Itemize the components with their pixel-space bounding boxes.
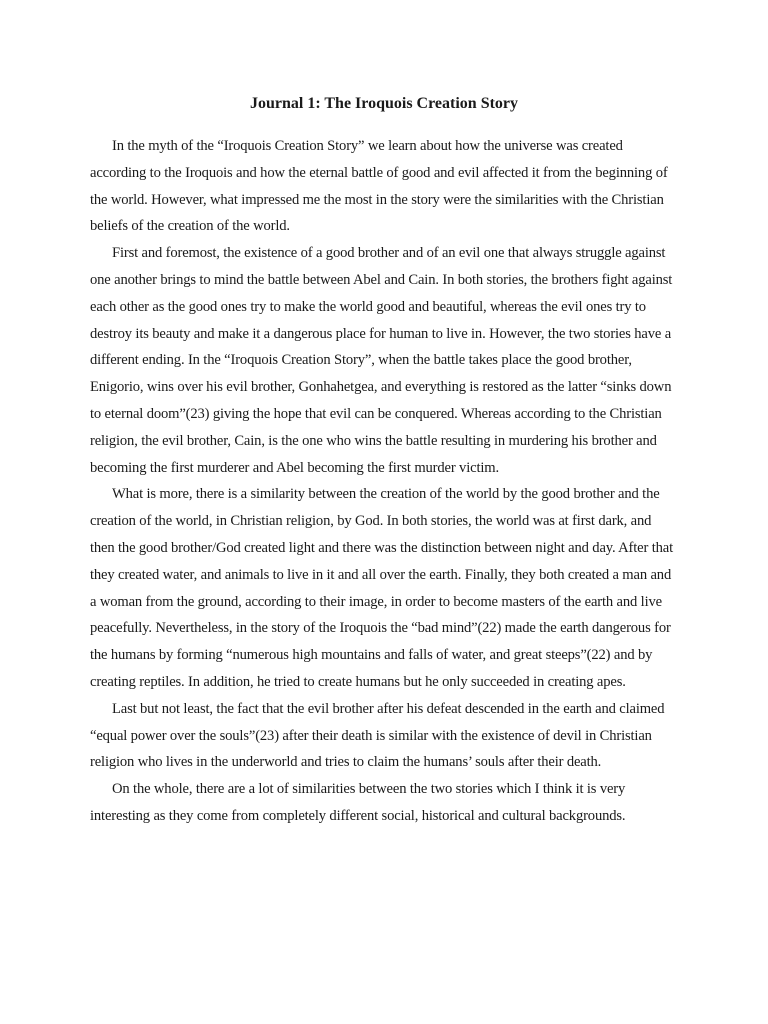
paragraph-intro: In the myth of the “Iroquois Creation Story” we learn about how the universe was created according to the Iroquois and how the eternal battle of good and evil affected it from the beginning of the world. However, what impressed me the most in the story were the similarities with the Christian beliefs of the creation of the world.: [90, 138, 668, 235]
paragraph-creation: What is more, there is a similarity between the creation of the world by the good brother and the creation of the world, in Christian religion, by God. In both stories, the world was at first dark, and then the good brother/God created light and there was the distinction between night and day. After that they created water, and animals to live in it and all over the earth. Finally, they both created a man and a woman from the ground, according to their image, in order to become masters of the earth and live peacefully. Nevertheless, in the story of the Iroquois the “bad mind”(22) made the earth dangerous for the humans by forming “numerous high mountains and falls of water, and great steeps”(22) and by creating reptiles. In addition, he tried to create humans but he only succeeded in creating apes.: [90, 486, 673, 690]
document-title: Journal 1: The Iroquois Creation Story: [249, 95, 519, 112]
paragraph-brothers: First and foremost, the existence of a good brother and of an evil one that always struggle against one another brings to mind the battle between Abel and Cain. In both stories, the brothers fight against each other as the good ones try to make the world good and beautiful, whereas the evil ones try to destroy its beauty and make it a dangerous place for human to live in. However, the two stories have a different ending. In the “Iroquois Creation Story”, when the battle takes place the good brother, Enigorio, wins over his evil brother, Gonhahetgea, and everything is restored as the latter “sinks down to eternal doom”(23) giving the hope that evil can be conquered. Whereas according to the Christian religion, the evil brother, Cain, is the one who wins the battle resulting in murdering his brother and becoming the first murderer and Abel becoming the first murder victim.: [90, 245, 673, 476]
paragraph-devil: Last but not least, the fact that the evil brother after his defeat descended in the earth and claimed “equal power over the souls”(23) after their death is similar with the existence of devil in Christian religion who lives in the underworld and tries to claim the humans’ souls after their death.: [90, 700, 665, 771]
document-body: [90, 133, 679, 830]
paragraph-conclusion: On the whole, there are a lot of similarities between the two stories which I think it is very interesting as they come from completely different social, historical and cultural backgrounds.: [90, 781, 626, 824]
